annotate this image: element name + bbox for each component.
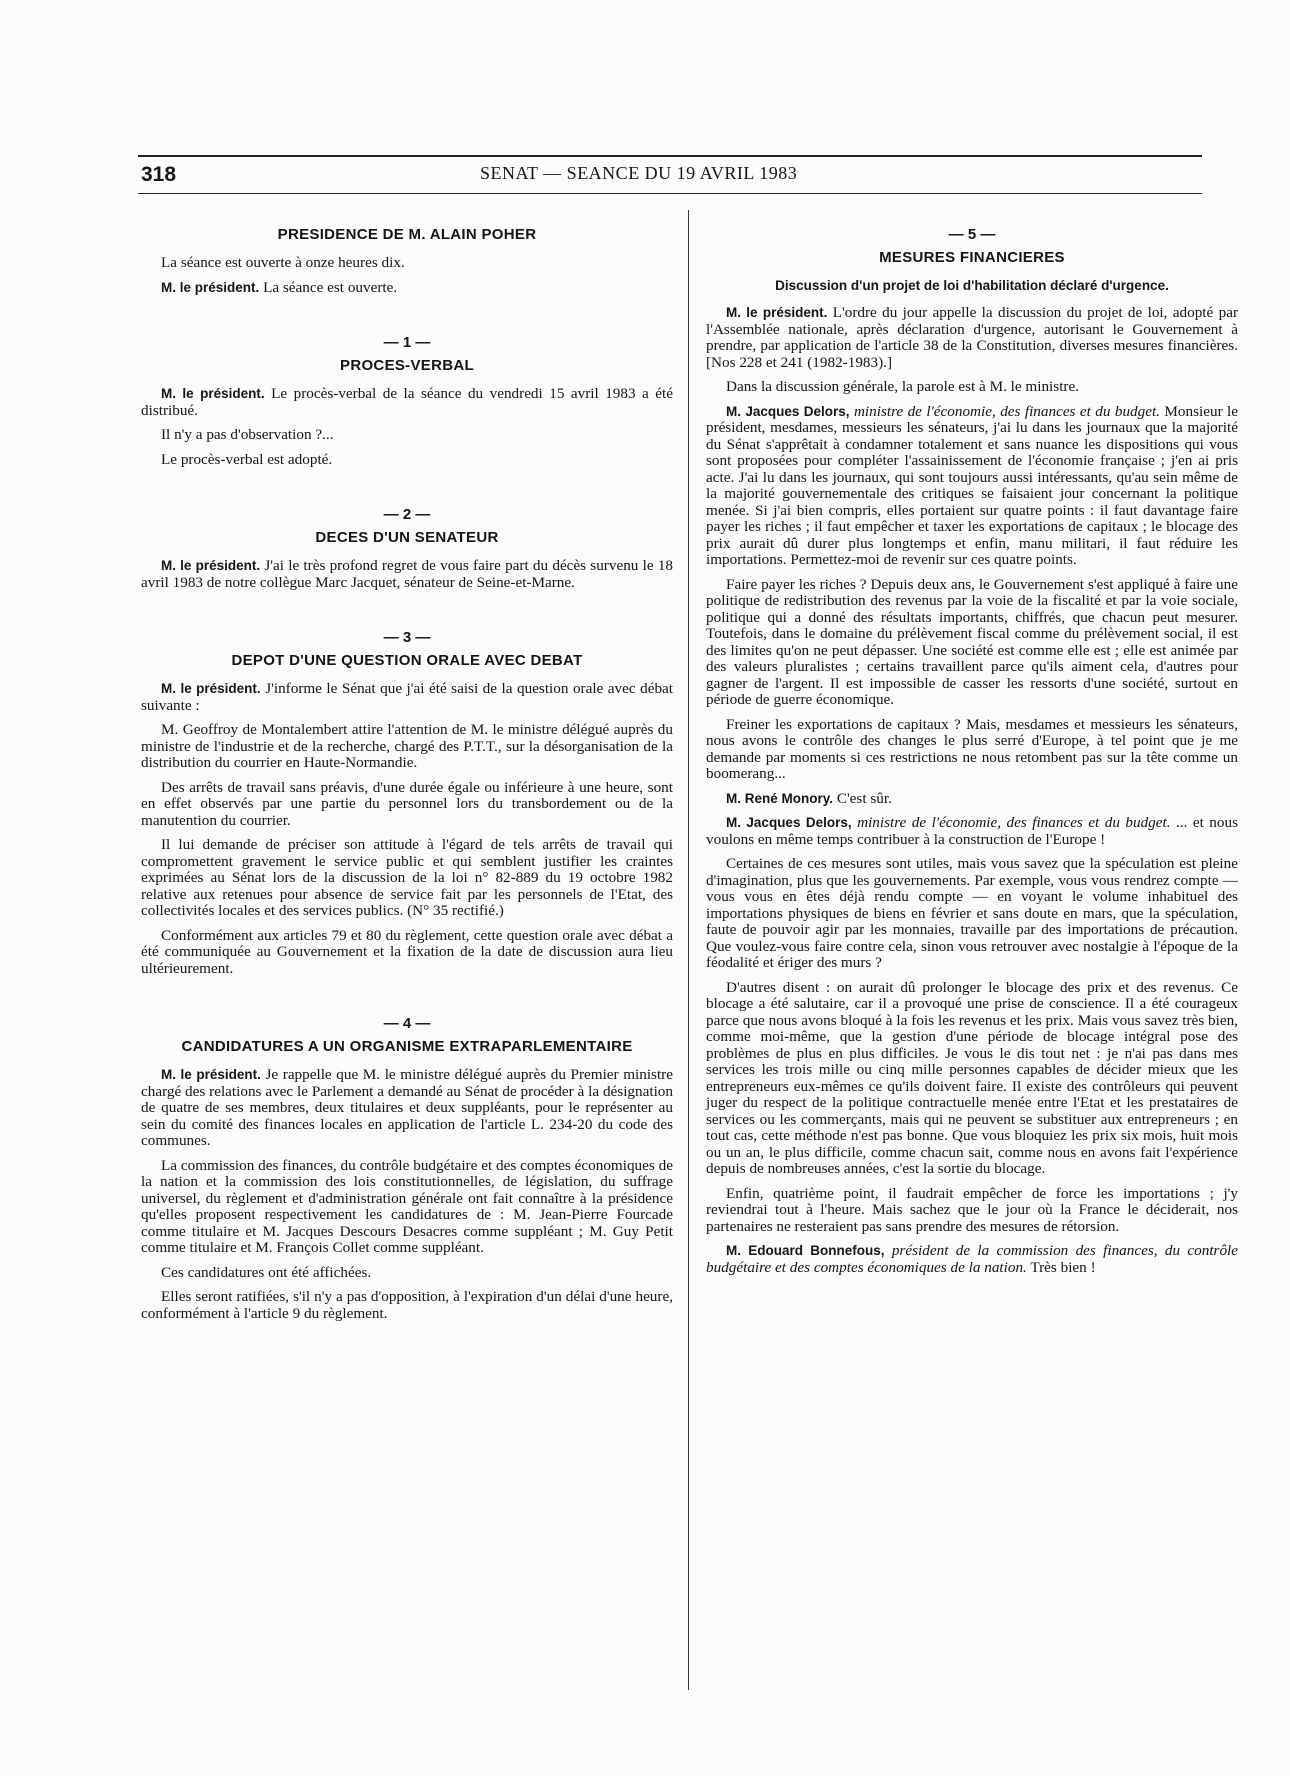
speech-text: Monsieur le président, mesdames, messieurs les sénateurs, j'ai lu dans les journaux que la majorité du Sénat s'apprêtait à condamner totalement et sans nuance les dispositions qui vous sont proposées pour compléter l'assainissement de l'économie française ; j'en ai pris acte. J'ai lu dans les journaux, qui sont toujours aussi intéressants, qu'au sein même de la majorité gouvernementale des critiques se faisaient jour concernant la politique menée. Si j'ai bien compris, elles portaient sur quatre points : il faut davantage faire payer les riches ; il faut empêcher et taxer les exportations de capitaux ; le blocage des prix aurait dû durer plus longtemps et enfin, manu militari, il faut réduire les importations. Permettez-moi de revenir sur ces quatre points.: [706, 402, 1238, 568]
speaker-role: ministre de l'économie, des finances et du budget.: [857, 814, 1171, 831]
speaker-name: M. René Monory.: [726, 790, 834, 806]
top-rule: [138, 155, 1202, 157]
paragraph: Conformément aux articles 79 et 80 du règlement, cette question orale avec débat a été communiquée au Gouvernement et la fixation de la date de discussion aura lieu ultérieurement.: [141, 926, 673, 977]
paragraph: [141, 681, 673, 714]
paragraph: [706, 305, 1238, 371]
section-number: — 3 —: [383, 629, 431, 646]
section-subtitle: Discussion d'un projet de loi d'habilitation déclaré d'urgence.: [775, 278, 1169, 293]
left-column: [141, 226, 673, 1330]
speech-text: Je rappelle que M. le ministre délégué auprès du Premier ministre chargé des relations avec le Parlement a demandé au Sénat de procéder à la désignation de quatre de ses membres, deux titulaires et deux suppléants, pour le représenter au sein du comité des finances locales en application de l'article L. 234-20 du code des communes.: [141, 1066, 673, 1149]
speaker-name: M. Edouard Bonnefous,: [726, 1243, 885, 1258]
speech-text: ... et nous voulons en même temps contribuer à la construction de l'Europe !: [706, 814, 1238, 848]
speech-text: C'est sûr.: [836, 789, 892, 807]
paragraph: Dans la discussion générale, la parole est à M. le ministre.: [726, 378, 1080, 395]
paragraph: Le procès-verbal est adopté.: [161, 450, 333, 468]
page-number: 318: [141, 163, 177, 186]
speech-text: Le procès-verbal de la séance du vendredi 15 avril 1983 a été distribué.: [141, 385, 673, 419]
speech-text: L'ordre du jour appelle la discussion du projet de loi, adopté par l'Assemblée nationale, après déclaration d'urgence, autorisant le Gouvernement à prendre, par application de l'article 38 de la Constitution, diverses mesures financières. [Nos 228 et 241 (1982-1983).]: [706, 304, 1238, 371]
paragraph: [706, 1243, 1238, 1276]
right-column: [706, 226, 1238, 1284]
opening-paragraph: La séance est ouverte à onze heures dix.: [161, 254, 405, 271]
speaker-name: M. le président.: [161, 1067, 261, 1082]
section-title: DEPOT D'UNE QUESTION ORALE AVEC DEBAT: [231, 652, 583, 669]
speech-text: La séance est ouverte.: [263, 278, 398, 296]
speaker-name: M. le président.: [161, 279, 260, 295]
speaker-name: M. le président.: [161, 386, 265, 401]
paragraph: Freiner les exportations de capitaux ? Mais, mesdames et messieurs les sénateurs, nous avons le contrôle des changes le plus serré d'Europe, à tel point que je me demande par moments si ces restrictions ne nous retombent pas sur la tête comme un boomerang...: [706, 715, 1238, 782]
paragraph: Certaines de ces mesures sont utiles, mais vous savez que la spéculation est pleine d'imagination, plus que les gouvernements. Par exemple, vous vous rendrez compte — vous vous en êtes déjà rendu compte — en voyant le volume inhabituel des importations physiques de biens en février et sans doute en mars, que la spéculation, faute de pouvoir agir par les monnaies, travaille par des importations de précaution. Que voulez-vous faire contre cela, sinon vous retrouver avec nostalgie à l'époque de la féodalité et ériger des murs ?: [706, 855, 1238, 971]
speaker-name: M. le président.: [161, 681, 261, 696]
speaker-role: ministre de l'économie, des finances et du budget.: [853, 402, 1160, 420]
speaker-name: M. le président.: [726, 305, 828, 320]
section-title: CANDIDATURES A UN ORGANISME EXTRAPARLEMENTAIRE: [181, 1038, 633, 1055]
paragraph: [706, 791, 1238, 808]
speaker-name: M. Jacques Delors,: [726, 403, 850, 419]
speech-text: J'ai le très profond regret de vous faire part du décès survenu le 18 avril 1983 de notre collègue Marc Jacquet, sénateur de Seine-et-Marne.: [141, 557, 674, 591]
section-number: — 1 —: [383, 334, 431, 351]
header-rule: [138, 193, 1202, 194]
speaker-role: président de la commission des finances, du contrôle budgétaire et des comptes économiques de la nation.: [706, 1242, 1239, 1276]
section-number: — 4 —: [383, 1015, 431, 1032]
paragraph: [141, 558, 673, 591]
speaker-name: M. le président.: [161, 558, 261, 573]
speech-text: J'informe le Sénat que j'ai été saisi de la question orale avec débat suivante :: [141, 680, 674, 714]
running-head: SENAT — SEANCE DU 19 AVRIL 1983: [480, 163, 798, 183]
paragraph: Il lui demande de préciser son attitude à l'égard de tels arrêts de travail qui compromettent gravement le service public et qui semblent justifier les craintes exprimées au Sénat lors de la discussion de la loi n° 82-889 du 19 octobre 1982 relative aux retenues pour absence de service fait par les personnels de l'Etat, des collectivités locales et des services publics. (N° 35 rectifié.): [141, 836, 673, 919]
section-title: MESURES FINANCIERES: [879, 249, 1065, 266]
section-number: — 5 —: [948, 226, 996, 243]
paragraph: Faire payer les riches ? Depuis deux ans, le Gouvernement s'est appliqué à faire une politique de redistribution des revenus par la voie de la fiscalité et par la voie sociale, politique qui a donné des résultats importants, chiffrés, que chacun peut mesurer. Toutefois, dans le domaine du prélèvement fiscal comme du prélèvement social, il est des limites qu'on ne peut dépasser. Une société est comme elle est ; elle est animée par des valeurs pluralistes ; certains travaillent parce qu'ils aiment cela, d'autres pour gagner de l'argent. Il est impossible de casser les ressorts d'une société, surtout en période de guerre économique.: [706, 575, 1238, 708]
presidence-heading: PRESIDENCE DE M. ALAIN POHER: [277, 226, 537, 243]
paragraph: [706, 404, 1238, 569]
paragraph: Il n'y a pas d'observation ?...: [161, 426, 334, 443]
paragraph: [706, 815, 1238, 848]
column-divider: [688, 210, 689, 1690]
section-title: PROCES-VERBAL: [340, 357, 474, 374]
section-number: — 2 —: [383, 506, 431, 523]
paragraph: [141, 1067, 673, 1150]
paragraph: La commission des finances, du contrôle budgétaire et des comptes économiques de la nation et la commission des lois constitutionnelles, de législation, du suffrage universel, du règlement et d'administration générale ont fait connaître à la présidence qu'elles proposent respectivement les candidatures de : M. Jean-Pierre Fourcade comme titulaire et M. Jacques Descours Desacres comme suppléant ; M. Guy Petit comme titulaire et M. François Collet comme suppléant.: [141, 1156, 673, 1256]
opening-statement: [141, 280, 673, 297]
paragraph: Enfin, quatrième point, il faudrait empêcher de force les importations ; j'y reviendrai tout à l'heure. Mais sachez que le jour où la France le déciderait, nos partenaires ne resteraient pas sans prendre des mesures de rétorsion.: [706, 1184, 1238, 1235]
paragraph: [141, 386, 673, 419]
paragraph: Elles seront ratifiées, s'il n'y a pas d'opposition, à l'expiration d'un délai d'une heure, conformément à l'article 9 du règlement.: [141, 1288, 673, 1322]
section-title: DECES D'UN SENATEUR: [315, 529, 499, 546]
paragraph: Ces candidatures ont été affichées.: [161, 1263, 372, 1281]
paragraph: Des arrêts de travail sans préavis, d'une durée égale ou inférieure à une heure, sont en effet observés par une partie du personnel lors du transbordement ou de la manutention du courrier.: [141, 778, 673, 829]
paragraph: D'autres disent : on aurait dû prolonger le blocage des prix et des revenus. Ce blocage a été salutaire, car il a provoqué une prise de conscience. Il a été courageux parce que nous avons bloqué à la fois les revenus et les prix. Mais vous savez très bien, comme moi-même, que la gestion d'une période de blocage intégral pose des problèmes de plus en plus difficiles. Je vous le dis tout net : je n'ai pas dans mes services les trois mille ou cinq mille personnes capables de décider mieux que les entrepreneurs eux-mêmes ce qu'ils doivent faire. Il existe des contrôleurs qui peuvent juger du respect de la politique contractuelle menée entre l'Etat et les prestataires de services ou les commerçants, mais qui ne peuvent se substituer aux entrepreneurs ; en tout cas, cette méthode n'est pas bonne. Que vous bloquiez les prix six mois, huit mois ou un an, le plus difficile, comme chacun sait, comme nous en avons fait l'expérience depuis de nombreuses années, c'est la sortie du blocage.: [706, 978, 1238, 1177]
paragraph: M. Geoffroy de Montalembert attire l'attention de M. le ministre délégué auprès du ministre de l'industrie et de la recherche, chargé des P.T.T., sur la désorganisation de la distribution du courrier en Haute-Normandie.: [141, 721, 673, 771]
speaker-name: M. Jacques Delors,: [726, 815, 852, 830]
speech-text: Très bien !: [1030, 1258, 1096, 1276]
